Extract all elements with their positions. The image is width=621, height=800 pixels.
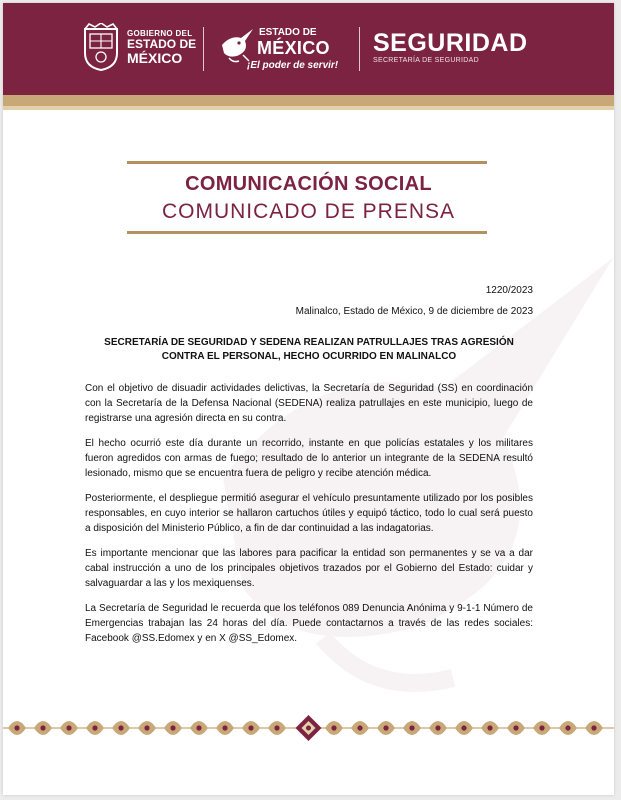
state-shield-icon (81, 23, 121, 71)
brand-logo-tagline: ¡El poder de servir! (247, 60, 339, 71)
header-gold-stripe (3, 95, 614, 106)
release-number: 1220/2023 (485, 285, 533, 296)
ornament-dot (40, 725, 45, 730)
brand-logo (219, 25, 359, 75)
ornament-dot (248, 725, 253, 730)
ornament-center-icon (296, 715, 322, 741)
ornament-dot (14, 725, 19, 730)
headline: SECRETARÍA DE SEGURIDAD Y SEDENA REALIZAN PATRULLAJES TRAS AGRESIÓN CONTRA EL PERSONAL, HECHO OCURRIDO EN MALINALCO (104, 337, 514, 362)
ornament-border-icon (3, 713, 614, 743)
brand-logo-line2: MÉXICO (257, 38, 330, 58)
dept-logo-title: SEGURIDAD (373, 29, 528, 57)
ornament-dot (170, 725, 175, 730)
body-text (85, 381, 533, 656)
header-divider (203, 27, 204, 71)
ornament-dot (196, 725, 201, 730)
dept-logo-subtitle: SECRETARÍA DE SEGURIDAD (373, 57, 479, 64)
ornament-dot (409, 725, 414, 730)
ornament-dot (92, 725, 97, 730)
place-date: Malinalco, Estado de México, 9 de diciembre de 2023 (295, 306, 533, 317)
ornament-dot (66, 725, 71, 730)
paragraph: La Secretaría de Seguridad le recuerda que los teléfonos 089 Denuncia Anónima y 9-1-1 Número de Emergencias trabajan las 24 horas del día. Puede contactarnos a través de las redes sociales: Facebook @SS.Edomex y en X @SS_Edomex. (85, 603, 533, 644)
gov-logo-text (127, 29, 196, 66)
title-rule-bottom (127, 231, 487, 234)
paragraph: Posteriormente, el despliegue permitió asegurar el vehículo presuntamente utilizado por los posibles responsables, en cuyo interior se hallaron cartuchos útiles y equipó táctico, todo lo cual será puesto a disposición del Ministerio Público, a fin de dar continuidad a las indagatorias. (85, 493, 533, 534)
header-banner (3, 3, 614, 95)
ornament-dot (222, 725, 227, 730)
gov-logo-line2: ESTADO DE (127, 37, 197, 51)
gov-logo-line3: MÉXICO (127, 50, 183, 66)
ornament-dot (487, 725, 492, 730)
ornament-dot (513, 725, 518, 730)
paragraph: Es importante mencionar que las labores para pacificar la entidad son permanentes y se va a dar cabal instrucción a uno de los principales objetivos trazados por el Gobierno del Estado: cuidar y salvaguardar a las y los mexiquenses. (85, 548, 533, 589)
dept-logo (373, 29, 528, 64)
document-type: COMUNICADO DE PRENSA (161, 200, 456, 223)
ornament-dot (565, 725, 570, 730)
paragraph: El hecho ocurrió este día durante un recorrido, instante en que policías estatales y los militares fueron agredidos con armas de fuego; resultado de lo anterior un integrante de la SEDENA resultó lesionado, mismo que se encuentra fuera de peligro y recibe atención médica. (85, 438, 533, 479)
ornament-dot (118, 725, 123, 730)
header-gold-stripe-light (3, 106, 614, 110)
ornament-dot (591, 725, 596, 730)
ornament-dot (539, 725, 544, 730)
press-release-page (3, 3, 614, 795)
ornament-dot (274, 725, 279, 730)
section-title: COMUNICACIÓN SOCIAL (185, 173, 432, 195)
brand-logo-line1: ESTADO DE (259, 27, 317, 38)
paragraph: Con el objetivo de disuadir actividades delictivas, la Secretaría de Seguridad (SS) en coordinación con la Secretaría de la Defensa Nacional (SEDENA) realiza patrullajes en este municipio, luego de registrarse una agresión directa en su contra. (85, 383, 533, 424)
ornament-dot (383, 725, 388, 730)
ornament-dot (357, 725, 362, 730)
header-divider (359, 27, 360, 71)
ornament-dot (144, 725, 149, 730)
title-rule-top (127, 161, 487, 164)
ornament-dot (461, 725, 466, 730)
ornament-dot (435, 725, 440, 730)
hummingbird-icon (219, 25, 255, 65)
gov-logo-line1: GOBIERNO DEL (127, 29, 193, 38)
ornament-dot (331, 725, 336, 730)
